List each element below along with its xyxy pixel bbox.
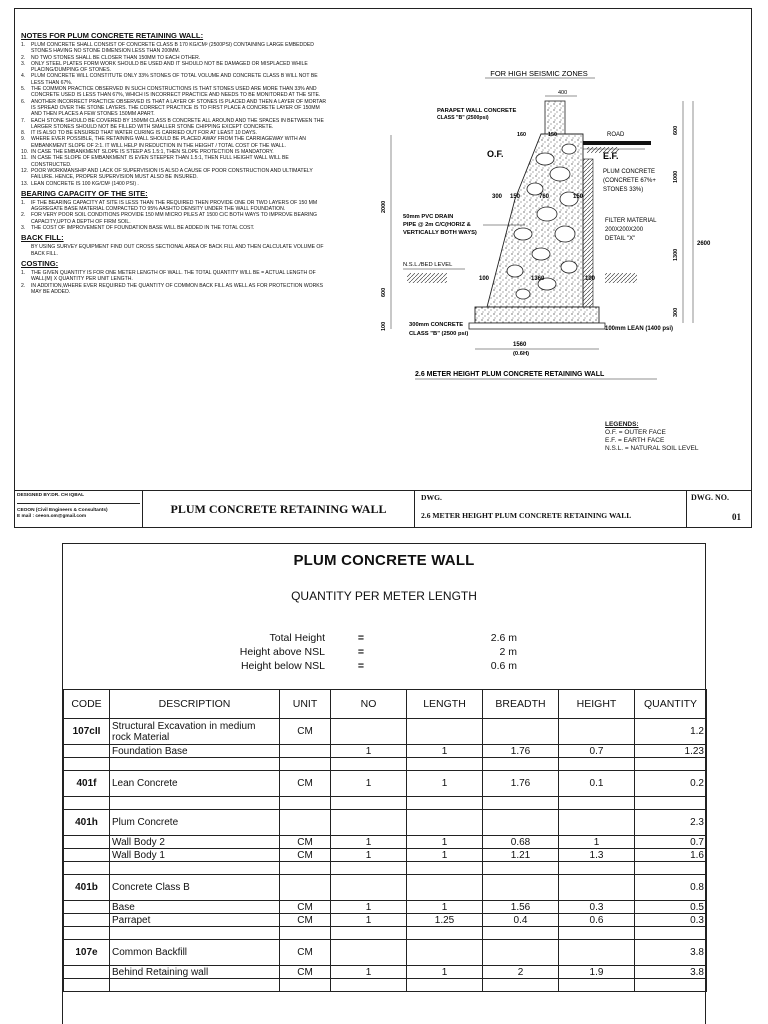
lean-label: 100mm LEAN (1400 psi) xyxy=(605,326,674,332)
cell-no xyxy=(331,719,407,745)
table-cell xyxy=(110,862,280,875)
cell-height xyxy=(559,875,635,901)
title-block xyxy=(15,490,751,528)
table-cell xyxy=(110,758,280,771)
table-cell xyxy=(331,862,407,875)
table-cell xyxy=(280,927,331,940)
note-number: 2. xyxy=(21,54,26,61)
cell-code: 401b xyxy=(64,875,110,901)
note-text: IN CASE THE SLOPE OF EMBANKMENT IS EVEN STEEPER THAN 1.5:1, THEN FULL HEIGHT WALL WILL BE CONSTRUCTED. xyxy=(31,155,289,168)
cell-height xyxy=(559,810,635,836)
cell-breadth: 0.68 xyxy=(483,836,559,849)
cell-length: 1.25 xyxy=(407,914,483,927)
table-cell xyxy=(110,979,280,992)
table-row xyxy=(64,862,707,875)
note-number: 7. xyxy=(21,117,26,124)
cell-quantity: 1.2 xyxy=(635,719,707,745)
note-item xyxy=(21,42,327,55)
cell-description: Plum Concrete xyxy=(110,810,280,836)
note-number: 13. xyxy=(21,180,29,187)
dim-400: 400 xyxy=(558,90,568,96)
bearing-list xyxy=(21,200,327,231)
param-value: 2 m xyxy=(499,646,517,658)
table-cell xyxy=(635,862,707,875)
cell-length xyxy=(407,719,483,745)
table-cell xyxy=(407,862,483,875)
dim-1560: 1560 xyxy=(513,342,527,348)
table-cell xyxy=(483,862,559,875)
drawing-caption: 2.6 METER HEIGHT PLUM CONCRETE RETAINING WALL xyxy=(415,371,605,378)
cell-breadth xyxy=(483,810,559,836)
note-text: PLUM CONCRETE WILL CONSTITUTE ONLY 33% STONES OF TOTAL VOLUME AND CONCRETE CLASS B WILL NOT BE LESS THAN 67%. xyxy=(31,73,318,86)
cell-no xyxy=(331,810,407,836)
column-header: DESCRIPTION xyxy=(110,690,280,719)
table-row xyxy=(64,966,707,979)
table-cell xyxy=(559,797,635,810)
filter-label-3: DETAIL "X" xyxy=(605,236,636,242)
quantity-sheet xyxy=(62,543,706,1024)
concrete-label-1: 300mm CONCRETE xyxy=(409,322,464,328)
note-text: LEAN CONCRETE IS 100 KG/CM² (1400 PSI) . xyxy=(31,180,139,187)
table-cell xyxy=(559,862,635,875)
cell-unit: CM xyxy=(280,719,331,745)
table-cell xyxy=(635,927,707,940)
table-row xyxy=(64,940,707,966)
table-cell xyxy=(64,758,110,771)
param-row xyxy=(213,659,517,673)
cell-breadth: 1.56 xyxy=(483,901,559,914)
table-cell xyxy=(407,797,483,810)
note-text: ANOTHER INCORRECT PRACTICE OBSERVED IS THAT A LAYER OF STONES IS PLACED AND THEN A LAYER OF MORTAR IS SPREAD OVER THE STONE LAYERS. THE CORRECT PRACTICE IS TO FIRST PLACE A CONCRETE LAYER OF 150MM AND THEN PLACES A FEW STONES 150MM APART. xyxy=(31,98,327,118)
cell-code xyxy=(64,745,110,758)
table-cell xyxy=(483,979,559,992)
cell-breadth: 1.76 xyxy=(483,745,559,758)
table-row xyxy=(64,927,707,940)
dim-150-b: 150 xyxy=(573,194,584,200)
title-block-number xyxy=(687,491,751,528)
table-row xyxy=(64,771,707,797)
drawing-sheet xyxy=(14,8,752,528)
cell-length xyxy=(407,940,483,966)
dim-600-right: 600 xyxy=(673,125,679,135)
cell-description: Parrapet xyxy=(110,914,280,927)
cell-breadth: 1.76 xyxy=(483,771,559,797)
cell-quantity: 0.3 xyxy=(635,914,707,927)
table-row xyxy=(64,979,707,992)
note-item xyxy=(21,73,327,86)
cell-code: 107e xyxy=(64,940,110,966)
quantity-subtitle: QUANTITY PER METER LENGTH xyxy=(291,589,477,603)
note-item xyxy=(21,212,327,225)
table-row xyxy=(64,719,707,745)
foundation-base xyxy=(475,307,599,323)
concrete-label-2: CLASS "B" (2500 psi) xyxy=(409,331,469,337)
note-text: POOR WORKMANSHIP AND LACK OF SUPERVISION IS ALSO A CAUSE OF POOR CONSTRUCTION AND ULTIMATELY FAILURE. HENCE, PROPER SUPERVISION MUST ALSO BE INSURED. xyxy=(31,167,313,181)
table-cell xyxy=(559,927,635,940)
cell-no: 1 xyxy=(331,901,407,914)
table-cell xyxy=(280,797,331,810)
cell-code: 107cII xyxy=(64,719,110,745)
title-block-designer xyxy=(15,491,143,528)
filter-material xyxy=(583,159,593,307)
param-label: Height above NSL xyxy=(239,646,325,658)
quantity-title: PLUM CONCRETE WALL xyxy=(293,552,475,569)
cell-description: Lean Concrete xyxy=(110,771,280,797)
dim-150-a: 150 xyxy=(510,194,521,200)
earth-face-label: E.F. xyxy=(603,151,619,161)
quantity-table xyxy=(63,689,707,992)
pvc-label-1: 50mm PVC DRAIN xyxy=(403,214,454,220)
legend-item: N.S.L. = NATURAL SOIL LEVEL xyxy=(605,445,699,452)
cell-height xyxy=(559,719,635,745)
note-text: EACH STONE SHOULD BE COVERED BY 150MM CLASS B CONCRETE ALL AROUND AND THE SPACES IN BETWEEN THE LARGER STONES SHOULD NOT BE FILLED WITH SMALLER STONE CHIPPING EXCEPT CONCRETE. xyxy=(31,117,324,130)
column-header: NO xyxy=(331,690,407,719)
table-cell xyxy=(407,758,483,771)
table-header-row xyxy=(64,690,707,719)
table-cell xyxy=(110,927,280,940)
cell-no xyxy=(331,875,407,901)
note-item xyxy=(21,86,327,99)
backfill-heading: BACK FILL: xyxy=(21,233,64,243)
cell-code xyxy=(64,901,110,914)
cell-length: 1 xyxy=(407,836,483,849)
legend-title: LEGENDS: xyxy=(605,421,639,428)
dwg-label: DWG. xyxy=(421,493,442,502)
costing-list xyxy=(21,270,327,295)
note-number: 5. xyxy=(21,86,26,93)
cell-unit xyxy=(280,745,331,758)
legend xyxy=(605,421,699,453)
costing-heading: COSTING: xyxy=(21,258,59,268)
parapet-label: PARAPET WALL CONCRETE xyxy=(437,108,517,114)
table-row xyxy=(64,745,707,758)
dim-760: 760 xyxy=(539,194,550,200)
cell-code xyxy=(64,836,110,849)
note-text: IN CASE THE EMBANKMENT SLOPE IS STEEP AS 1.5:1, THEN SLOPE PROTECTION IS MANDATORY. xyxy=(31,149,274,156)
pvc-label-3: VERTICALLY BOTH WAYS) xyxy=(403,230,477,236)
cell-breadth xyxy=(483,719,559,745)
filter-label-1: FILTER MATERIAL xyxy=(605,218,657,224)
note-text: IN ADDITION,WHERE EVER REQUIRED THE QUANTITY OF COMMON BACK FILL AS WELL AS FOR PROTECTION WORKS MAY BE ADDED. xyxy=(31,282,324,295)
note-text: PLUM CONCRETE SHALL CONSIST OF CONCRETE CLASS B 170 KG/CM² (2500PSI) CONTAINING LARGE EMBEDDED STONES HAVING NO STONE DIMENSION LESS THAN 200MM. xyxy=(31,42,314,55)
dim-300: 300 xyxy=(492,194,503,200)
column-header: CODE xyxy=(64,690,110,719)
cell-breadth xyxy=(483,875,559,901)
table-cell xyxy=(635,797,707,810)
cell-unit: CM xyxy=(280,901,331,914)
table-cell xyxy=(483,797,559,810)
note-item xyxy=(21,118,327,131)
road-surface xyxy=(583,141,651,145)
table-cell xyxy=(280,758,331,771)
plum-label-2: (CONCRETE 67%+ xyxy=(603,178,656,184)
plum-label-3: STONES 33%) xyxy=(603,187,644,193)
cell-quantity: 2.3 xyxy=(635,810,707,836)
note-text: IT IS ALSO TO BE ENSURED THAT WATER CURING IS CARRIED OUT FOR AT LEAST 10 DAYS. xyxy=(31,130,257,137)
note-number: 2. xyxy=(21,212,26,219)
cell-no: 1 xyxy=(331,849,407,862)
dim-2000: 2000 xyxy=(381,200,387,213)
table-row xyxy=(64,810,707,836)
column-header: HEIGHT xyxy=(559,690,635,719)
note-number: 3. xyxy=(21,225,26,232)
cell-length: 1 xyxy=(407,745,483,758)
cell-breadth: 0.4 xyxy=(483,914,559,927)
table-cell xyxy=(331,758,407,771)
nsl-label: N.S.L./BED LEVEL xyxy=(403,262,453,268)
dim-1360: 1360 xyxy=(531,276,545,282)
dim-1300: 1300 xyxy=(673,248,679,261)
note-number: 9. xyxy=(21,136,26,143)
cell-description: Structural Excavation in medium rock Material xyxy=(110,719,280,745)
cell-code xyxy=(64,914,110,927)
table-row xyxy=(64,758,707,771)
table-row xyxy=(64,849,707,862)
column-header: BREADTH xyxy=(483,690,559,719)
note-item xyxy=(21,61,327,74)
cell-length: 1 xyxy=(407,901,483,914)
note-item xyxy=(21,200,327,213)
cell-length: 1 xyxy=(407,849,483,862)
table-body xyxy=(64,719,707,992)
cell-no: 1 xyxy=(331,914,407,927)
cell-unit: CM xyxy=(280,771,331,797)
designed-by: DESIGNED BY:DR. CH IQBAL xyxy=(17,493,140,504)
cell-breadth xyxy=(483,940,559,966)
dim-100-left: 100 xyxy=(479,276,490,282)
note-item xyxy=(21,181,327,187)
column-header: LENGTH xyxy=(407,690,483,719)
bearing-heading: BEARING CAPACITY OF THE SITE: xyxy=(21,188,148,198)
filter-label-2: 200X200X200 xyxy=(605,227,644,233)
cell-code: 401h xyxy=(64,810,110,836)
cell-quantity: 0.7 xyxy=(635,836,707,849)
table-cell xyxy=(331,797,407,810)
cell-length: 1 xyxy=(407,966,483,979)
table-cell xyxy=(407,979,483,992)
dim-06h: (0.6H) xyxy=(513,351,530,357)
cell-code: 401f xyxy=(64,771,110,797)
dim-1000: 1000 xyxy=(673,170,679,183)
table-cell xyxy=(280,862,331,875)
cell-unit: CM xyxy=(280,966,331,979)
sheet-title: PLUM CONCRETE RETAINING WALL xyxy=(170,502,387,516)
cell-description: Wall Body 1 xyxy=(110,849,280,862)
table-cell xyxy=(559,979,635,992)
note-text: FOR VERY POOR SOIL CONDITIONS PROVIDE 150 MM MICRO PILES AT 1500 C/C BOTH WAYS TO IMPROVE BEARING CAPACITY,UPTO A DEPTH OF FIRM SOIL. xyxy=(31,212,317,225)
note-item xyxy=(21,99,327,118)
table-row xyxy=(64,901,707,914)
cell-length xyxy=(407,875,483,901)
cell-no: 1 xyxy=(331,771,407,797)
nsl-hatch-left xyxy=(407,273,447,283)
note-text: NO TWO STONES SHALL BE CLOSER THAN 150MM TO EACH OTHER. xyxy=(31,54,201,61)
cell-description: Base xyxy=(110,901,280,914)
cell-no: 1 xyxy=(331,836,407,849)
param-equals: = xyxy=(357,660,365,672)
zone-title: FOR HIGH SEISMIC ZONES xyxy=(490,69,588,78)
cell-height: 0.7 xyxy=(559,745,635,758)
cell-quantity: 0.2 xyxy=(635,771,707,797)
cell-no xyxy=(331,940,407,966)
param-value: 2.6 m xyxy=(490,632,517,644)
cell-height: 0.3 xyxy=(559,901,635,914)
outer-face-label: O.F. xyxy=(487,149,504,159)
cell-height: 0.6 xyxy=(559,914,635,927)
cell-description: Behind Retaining wall xyxy=(110,966,280,979)
note-item xyxy=(21,283,327,296)
dim-100-right: 100 xyxy=(585,276,596,282)
param-row xyxy=(213,631,517,645)
cell-no: 1 xyxy=(331,745,407,758)
table-cell xyxy=(64,797,110,810)
parapet-class: CLASS "B" (2500psi) xyxy=(437,115,489,121)
cell-quantity: 0.5 xyxy=(635,901,707,914)
column-header: UNIT xyxy=(280,690,331,719)
dim-300-vert: 300 xyxy=(673,307,679,317)
cell-code xyxy=(64,966,110,979)
cell-height: 1 xyxy=(559,836,635,849)
cell-length: 1 xyxy=(407,771,483,797)
cell-height xyxy=(559,940,635,966)
cell-unit xyxy=(280,810,331,836)
table-cell xyxy=(64,862,110,875)
nsl-hatch-right xyxy=(605,273,637,283)
table-cell xyxy=(64,927,110,940)
column-header: QUANTITY xyxy=(635,690,707,719)
note-number: 10. xyxy=(21,149,29,156)
table-cell xyxy=(331,979,407,992)
note-text: WHERE EVER POSSIBLE, THE RETAINING WALL SHOULD BE PLACED AWAY FROM THE CARRIAGEWAY WITH AN EMBANKMENT SLOPE OF 2:1. IT WILL HELP IN REDUCTION IN THE HEIGHT / TOTAL COST OF THE WALL. xyxy=(31,136,306,149)
cell-height: 1.3 xyxy=(559,849,635,862)
cell-quantity: 1.6 xyxy=(635,849,707,862)
note-number: 6. xyxy=(21,98,26,105)
backfill-text: BY USING SURVEY EQUIPMENT FIND OUT CROSS SECTIONAL AREA OF BACK FILL AND THEN CALCULATE VOLUME OF BACK FILL. xyxy=(31,244,324,257)
table-row xyxy=(64,836,707,849)
dwg-no-label: DWG. NO. xyxy=(691,493,729,502)
road-label: ROAD xyxy=(607,132,625,138)
note-number: 11. xyxy=(21,155,28,162)
note-text: THE GIVEN QUANTITY IS FOR ONE METER LENGTH OF WALL. THE TOTAL QUANTITY WILL BE = ACTUAL LENGTH OF WALL(M) X QUANTITY PER UNIT LENGTH. xyxy=(31,269,316,283)
note-number: 4. xyxy=(21,73,26,80)
cell-description: Concrete Class B xyxy=(110,875,280,901)
title-block-dwg xyxy=(415,491,687,528)
title-block-title xyxy=(143,491,415,528)
pvc-label-2: PIPE @ 2m C/C(HORIZ & xyxy=(403,222,471,228)
cell-description: Foundation Base xyxy=(110,745,280,758)
note-item xyxy=(21,155,327,168)
cell-description: Wall Body 2 xyxy=(110,836,280,849)
height-params xyxy=(213,631,517,673)
note-item xyxy=(21,270,327,283)
note-text: THE COMMON PRACTICE OBSERVED IN SUCH CONSTRUCTIONS IS THAT STONES USED ARE MORE THAN 33% AND CONCRETE USED IS LESS THAN 67%, WHICH IS INCORRECT PRACTICE AND NEEDS TO BE MONITORED AT THE SITE. xyxy=(31,86,321,99)
param-label: Height below NSL xyxy=(240,660,325,672)
cell-no: 1 xyxy=(331,966,407,979)
firm-name: CEOON (Civil Engineers & Consultants) xyxy=(17,508,108,513)
cell-unit: CM xyxy=(280,940,331,966)
param-value: 0.6 m xyxy=(490,660,517,672)
table-cell xyxy=(559,758,635,771)
note-number: 3. xyxy=(21,60,26,67)
cell-quantity: 3.8 xyxy=(635,966,707,979)
cell-breadth: 2 xyxy=(483,966,559,979)
cell-quantity: 0.8 xyxy=(635,875,707,901)
parapet-wall xyxy=(545,101,565,134)
note-text: ONLY STEEL PLATES FORM WORK SHOULD BE USED AND IT SHOULD NOT BE DAMAGED OR MISPLACED WHILE PLACING/DUMPING OF STONES. xyxy=(31,60,308,74)
table-cell xyxy=(110,797,280,810)
dim-100-vert: 100 xyxy=(381,321,387,331)
table-cell xyxy=(331,927,407,940)
cell-unit: CM xyxy=(280,836,331,849)
table-cell xyxy=(635,979,707,992)
cell-height: 1.9 xyxy=(559,966,635,979)
table-cell xyxy=(64,979,110,992)
table-cell xyxy=(407,927,483,940)
table-cell xyxy=(483,758,559,771)
param-equals: = xyxy=(357,632,365,644)
note-number: 1. xyxy=(21,269,26,276)
notes-list xyxy=(21,42,327,187)
cell-height: 0.1 xyxy=(559,771,635,797)
table-cell xyxy=(280,979,331,992)
notes-panel xyxy=(21,29,327,295)
note-text: THE COST OF IMPROVEMENT OF FOUNDATION BASE WILL BE ADDED IN THE TOTAL COST. xyxy=(31,225,255,232)
note-item xyxy=(21,168,327,181)
cell-breadth: 1.21 xyxy=(483,849,559,862)
legend-item: O.F. = OUTER FACE xyxy=(605,429,666,436)
notes-heading: NOTES FOR PLUM CONCRETE RETAINING WALL: xyxy=(21,31,204,40)
cell-length xyxy=(407,810,483,836)
firm-email: E mail : ceeon.om@gmail.com xyxy=(17,514,87,519)
dim-150-top: 150 xyxy=(548,132,557,138)
table-row xyxy=(64,797,707,810)
cell-code xyxy=(64,849,110,862)
cell-unit: CM xyxy=(280,849,331,862)
lean-concrete xyxy=(469,323,605,329)
cell-quantity: 3.8 xyxy=(635,940,707,966)
note-number: 2. xyxy=(21,282,26,289)
param-equals: = xyxy=(357,646,365,658)
note-number: 8. xyxy=(21,130,26,137)
legend-item: E.F. = EARTH FACE xyxy=(605,437,665,444)
dim-160: 160 xyxy=(517,132,526,138)
cell-description: Common Backfill xyxy=(110,940,280,966)
dim-600-left: 600 xyxy=(381,287,387,297)
note-number: 12. xyxy=(21,167,29,174)
table-cell xyxy=(635,758,707,771)
cell-unit xyxy=(280,875,331,901)
table-row xyxy=(64,875,707,901)
note-text: IF THE BEARING CAPACITY AT SITE IS LESS THAN THE REQUIRED THEN PROVIDE ONE OR TWO LAYERS OF 150 MM AGGREGATE BASE MATERIAL COMPACTED TO 95% AASHTO DENSITY UNDER THE WALL FOUNDATION. xyxy=(31,199,318,213)
param-row xyxy=(213,645,517,659)
cell-unit: CM xyxy=(280,914,331,927)
note-item xyxy=(21,136,327,149)
dwg-no: 01 xyxy=(732,512,741,522)
plum-label-1: PLUM CONCRETE xyxy=(603,169,656,175)
cell-quantity: 1.23 xyxy=(635,745,707,758)
note-number: 1. xyxy=(21,42,26,48)
note-item xyxy=(21,225,327,231)
dim-2600: 2600 xyxy=(697,241,711,247)
note-number: 1. xyxy=(21,199,26,206)
table-row xyxy=(64,914,707,927)
param-label: Total Height xyxy=(269,632,325,644)
dwg-title: 2.6 METER HEIGHT PLUM CONCRETE RETAINING WALL xyxy=(421,511,632,520)
table-cell xyxy=(483,927,559,940)
